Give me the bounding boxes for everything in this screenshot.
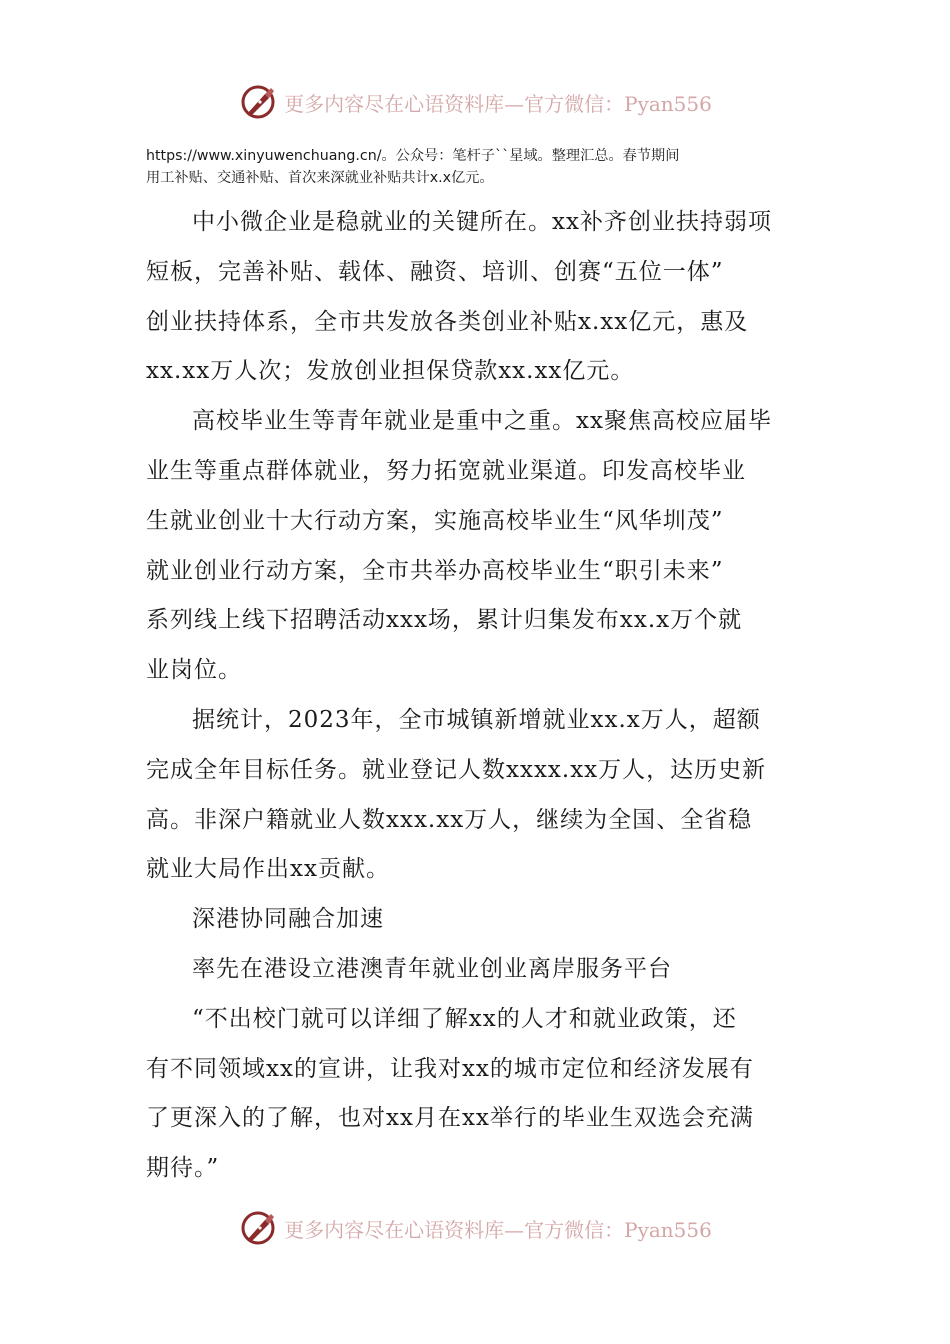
footer-banner (0, 1206, 950, 1250)
text-line: 就业大局作出xx贡献。 (146, 856, 390, 883)
banner-text: 更多内容尽在心语资料库—官方微信：Pyan556 (284, 1217, 712, 1242)
source-note-line: https://www.xinyuwenchuang.cn/。公众号：笔杆子``星域。整理汇总。春节期间 (146, 148, 680, 164)
section-subheading (146, 945, 811, 995)
text-line: 高校毕业生等青年就业是重中之重。xx聚焦高校应届毕 (192, 408, 772, 435)
text-line: xx.xx万人次；发放创业担保贷款xx.xx亿元。 (146, 358, 635, 385)
source-note-line: 用工补贴、交通补贴、首次来深就业补贴共计x.x亿元。 (146, 170, 494, 186)
source-note (146, 145, 811, 189)
text-line: “不出校门就可以详细了解xx的人才和就业政策，还 (192, 1005, 737, 1032)
section-heading (146, 895, 811, 945)
paragraph-sme-entrepreneurship (146, 198, 811, 397)
text-line: 完成全年目标任务。就业登记人数xxxx.xx万人，达历史新 (146, 756, 767, 783)
paragraph-statistics-2023 (146, 696, 811, 895)
text-line: 深港协同融合加速 (192, 906, 384, 933)
paragraph-graduate-employment (146, 397, 811, 696)
pen-nib-logo-icon (238, 82, 278, 122)
body-text (146, 198, 811, 1194)
text-line: 中小微企业是稳就业的关键所在。xx补齐创业扶持弱项 (192, 209, 772, 235)
text-line: 短板，完善补贴、载体、融资、培训、创赛“五位一体” (146, 258, 724, 285)
text-line: 率先在港设立港澳青年就业创业离岸服务平台 (192, 955, 672, 982)
text-line: 了更深入的了解，也对xx月在xx举行的毕业生双选会充满 (146, 1105, 754, 1132)
banner-text: 更多内容尽在心语资料库—官方微信：Pyan556 (284, 91, 712, 116)
text-line: 业岗位。 (146, 657, 242, 684)
text-line: 期待。” (146, 1155, 220, 1182)
text-line: 据统计，2023年，全市城镇新增就业xx.x万人，超额 (192, 706, 761, 733)
text-line: 高。非深户籍就业人数xxx.xx万人，继续为全国、全省稳 (146, 806, 753, 833)
header-banner (0, 80, 950, 124)
text-line: 生就业创业十大行动方案，实施高校毕业生“风华圳茂” (146, 507, 724, 534)
pen-nib-logo-icon (238, 1208, 278, 1248)
paragraph-quote (146, 995, 811, 1194)
text-line: 创业扶持体系，全市共发放各类创业补贴x.xx亿元，惠及 (146, 308, 749, 335)
text-line: 有不同领域xx的宣讲，让我对xx的城市定位和经济发展有 (146, 1055, 754, 1082)
text-line: 系列线上线下招聘活动xxx场，累计归集发布xx.x万个就 (146, 607, 743, 634)
text-line: 业生等重点群体就业，努力拓宽就业渠道。印发高校毕业 (146, 457, 746, 484)
text-line: 就业创业行动方案，全市共举办高校毕业生“职引未来” (146, 557, 724, 584)
